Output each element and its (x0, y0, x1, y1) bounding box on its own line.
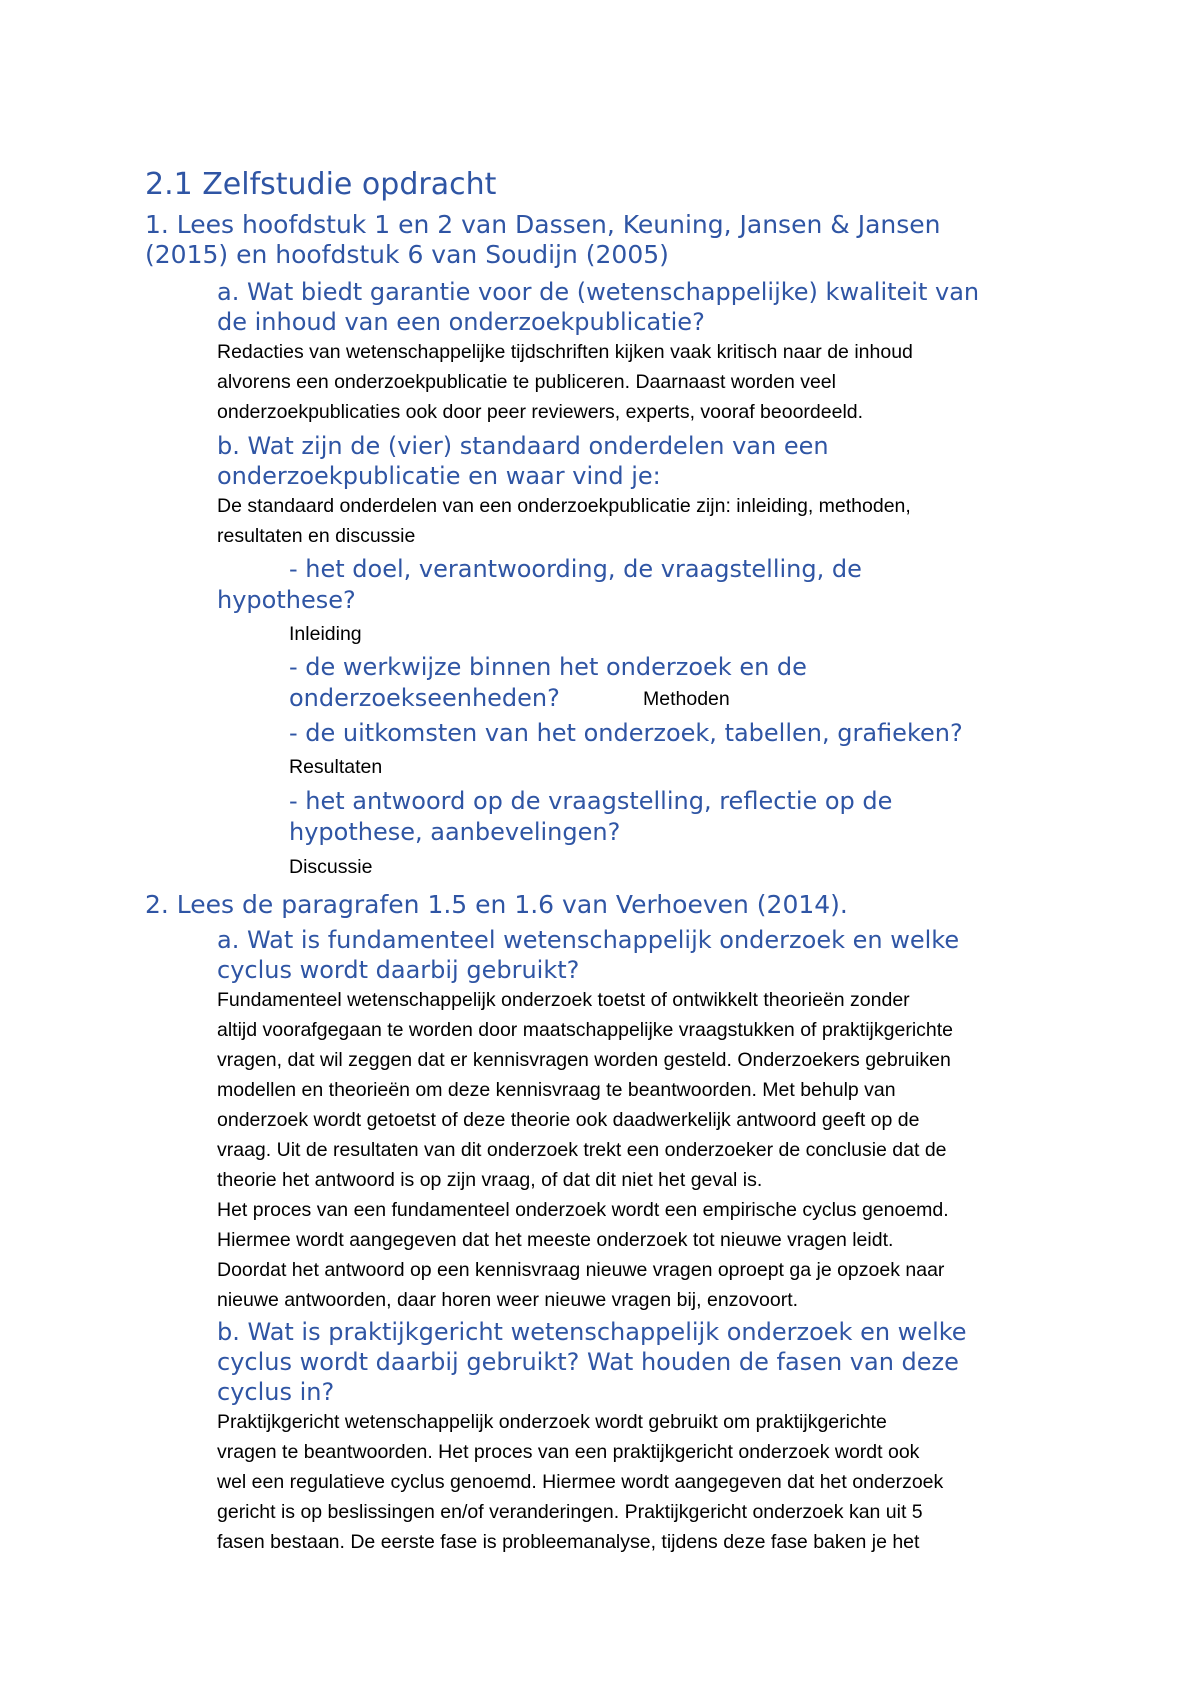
q1a-question-line-1: a. Wat biedt garantie voor de (wetenschappelijke) kwaliteit van (217, 278, 980, 306)
q1-heading-line-2: (2015) en hoofdstuk 6 van Soudijn (2005) (145, 240, 669, 269)
q2a-answer-line: Het proces van een fundamenteel onderzoek wordt een empirische cyclus genoemd. (217, 1199, 949, 1221)
q2b-answer (217, 1407, 943, 1557)
q2b-answer-line: vragen te beantwoorden. Het proces van een praktijkgericht onderzoek wordt ook (217, 1441, 920, 1463)
q2b-answer-line: gericht is op beslissingen en/of veranderingen. Praktijkgericht onderzoek kan uit 5 (217, 1501, 923, 1523)
q1a-answer-line: onderzoekpublicaties ook door peer reviewers, experts, vooraf beoordeeld. (217, 401, 864, 423)
q2b-answer-line: wel een regulatieve cyclus genoemd. Hiermee wordt aangegeven dat het onderzoek (217, 1471, 944, 1493)
q2a-answer-line: modellen en theorieën om deze kennisvraag te beantwoorden. Met behulp van (217, 1079, 896, 1101)
q2b-question-line-3: cyclus in? (217, 1378, 335, 1406)
q2a-answer-line: vragen, dat wil zeggen dat er kennisvragen worden gesteld. Onderzoekers gebruiken (217, 1049, 951, 1071)
q2a-answer-line: theorie het antwoord is op zijn vraag, of dat dit niet het geval is. (217, 1169, 763, 1191)
page-title: 2.1 Zelfstudie opdracht (145, 167, 497, 202)
q2b-answer-line: Praktijkgericht wetenschappelijk onderzoek wordt gebruikt om praktijkgerichte (217, 1411, 887, 1433)
q2a-question-line-1: a. Wat is fundamenteel wetenschappelijk onderzoek en welke (217, 926, 960, 954)
q2a-answer-line: nieuwe antwoorden, daar horen weer nieuwe vragen bij, enzovoort. (217, 1289, 799, 1311)
q2a-answer-line: Hiermee wordt aangegeven dat het meeste onderzoek tot nieuwe vragen leidt. (217, 1229, 894, 1251)
q1b-answer-line: resultaten en discussie (217, 525, 416, 547)
q2a-answer-line: altijd voorafgegaan te worden door maatschappelijke vraagstukken of praktijkgerichte (217, 1019, 954, 1041)
q2a-answer-line: onderzoek wordt getoetst of deze theorie ook daadwerkelijk antwoord geeft op de (217, 1109, 920, 1131)
q2a-answer-line: vraag. Uit de resultaten van dit onderzoek trekt een onderzoeker de conclusie dat de (217, 1139, 947, 1161)
q1b-item-4-line-1: - het antwoord op de vraagstelling, reflectie op de (289, 787, 893, 815)
q1b-answer (217, 491, 911, 551)
q1b-item-3-line-1: - de uitkomsten van het onderzoek, tabellen, grafieken? (289, 719, 963, 747)
q1b-item-1-line-1: - het doel, verantwoording, de vraagstelling, de (289, 555, 862, 583)
q2b-question-line-1: b. Wat is praktijkgericht wetenschappelijk onderzoek en welke (217, 1318, 967, 1346)
q1a-answer-line: alvorens een onderzoekpublicatie te publiceren. Daarnaast worden veel (217, 371, 836, 393)
q1a-question-line-2: de inhoud van een onderzoekpublicatie? (217, 308, 705, 336)
q1b-item-2-line-2: onderzoekseenheden? (289, 684, 560, 712)
q1a-answer-line: Redacties van wetenschappelijke tijdschriften kijken vaak kritisch naar de inhoud (217, 341, 913, 363)
q1b-question-line-1: b. Wat zijn de (vier) standaard onderdelen van een (217, 432, 829, 460)
q1b-item-3-answer: Resultaten (289, 756, 383, 778)
q1b-item-1-answer: Inleiding (289, 623, 362, 645)
q2a-answer (217, 985, 953, 1315)
q1-heading-line-1: 1. Lees hoofdstuk 1 en 2 van Dassen, Keuning, Jansen & Jansen (145, 210, 941, 239)
q1b-item-4-answer: Discussie (289, 856, 373, 878)
q2b-answer-line: fasen bestaan. De eerste fase is probleemanalyse, tijdens deze fase baken je het (217, 1531, 920, 1553)
q1b-item-2-line-1: - de werkwijze binnen het onderzoek en de (289, 653, 807, 681)
q2a-answer-line: Fundamenteel wetenschappelijk onderzoek toetst of ontwikkelt theorieën zonder (217, 989, 910, 1011)
q1b-answer-line: De standaard onderdelen van een onderzoekpublicatie zijn: inleiding, methoden, (217, 495, 911, 517)
q2a-question-line-2: cyclus wordt daarbij gebruikt? (217, 956, 580, 984)
q2-heading: 2. Lees de paragrafen 1.5 en 1.6 van Verhoeven (2014). (145, 890, 848, 919)
q1b-item-4-line-2: hypothese, aanbevelingen? (289, 818, 621, 846)
q1b-item-2-answer: Methoden (643, 688, 730, 710)
q1a-answer (217, 337, 913, 427)
q1b-item-1-line-2: hypothese? (217, 586, 356, 614)
q1b-question-line-2: onderzoekpublicatie en waar vind je: (217, 462, 661, 490)
q2a-answer-line: Doordat het antwoord op een kennisvraag nieuwe vragen oproept ga je opzoek naar (217, 1259, 945, 1281)
q2b-question-line-2: cyclus wordt daarbij gebruikt? Wat houden de fasen van deze (217, 1348, 959, 1376)
